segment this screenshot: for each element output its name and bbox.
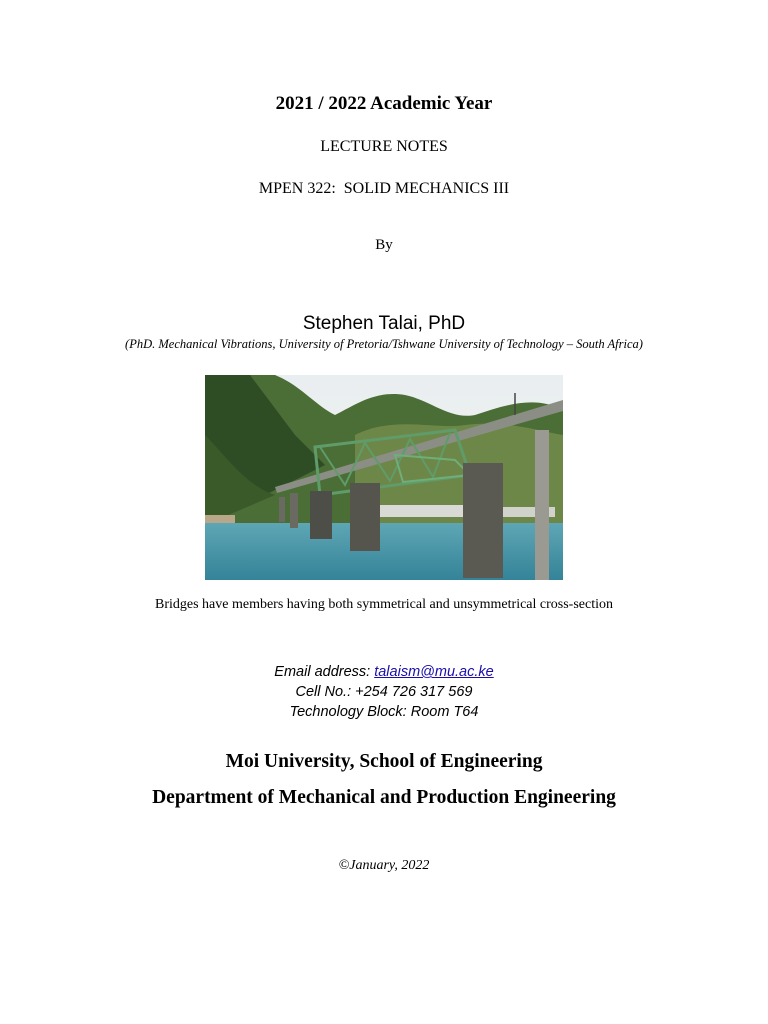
cell-number: Cell No.: +254 726 317 569	[295, 684, 473, 700]
email-link[interactable]: talaism@mu.ac.ke	[374, 664, 494, 680]
bridge-photo	[205, 375, 563, 587]
email-label: Email address:	[274, 664, 375, 680]
author-credentials: (PhD. Mechanical Vibrations, University of Pretoria/Tshwane University of Technology – South Africa)	[125, 337, 643, 351]
email-line	[0, 664, 768, 680]
photo-caption: Bridges have members having both symmetrical and unsymmetrical cross-section	[155, 597, 613, 612]
academic-year: 2021 / 2022 Academic Year	[275, 93, 493, 114]
department-name: Department of Mechanical and Production Engineering	[152, 787, 616, 808]
author-name: Stephen Talai, PhD	[302, 313, 466, 334]
institution-name: Moi University, School of Engineering	[225, 751, 543, 772]
office-location: Technology Block: Room T64	[289, 704, 479, 720]
course-title: MPEN 322: SOLID MECHANICS III	[258, 180, 510, 197]
copyright-date: ©January, 2022	[338, 858, 430, 873]
document-type: LECTURE NOTES	[320, 138, 448, 155]
by-label: By	[375, 237, 393, 253]
